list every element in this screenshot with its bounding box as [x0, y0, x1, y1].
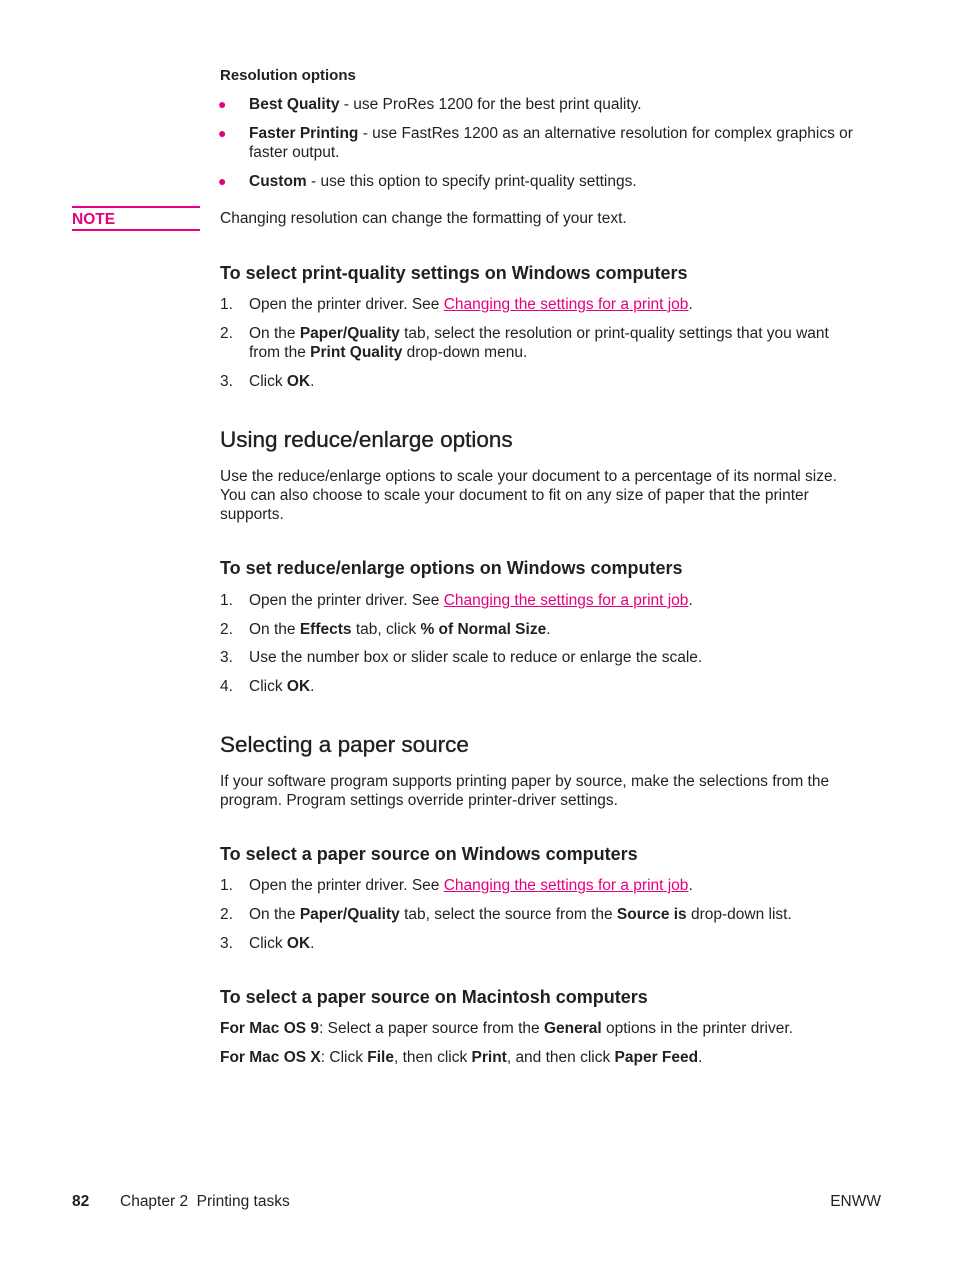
custom-text: - use this option to specify print-quality settings.: [306, 173, 637, 190]
best-quality-text: - use ProRes 1200 for the best print quality.: [339, 96, 642, 113]
section-heading: To select a paper source on Windows computers: [220, 844, 638, 864]
step-number: 3.: [220, 649, 233, 666]
step-number: 2.: [220, 906, 233, 923]
note-label: NOTE: [72, 211, 116, 228]
note-rule-bottom: [72, 229, 200, 231]
reduce-paragraph: Use the reduce/enlarge options to scale your document to a percentage of its normal size. You can also choose to scale your document to fit on any size of paper that the printer supports.: [220, 468, 837, 523]
step-number: 1.: [220, 877, 233, 894]
bullet-icon: ●: [218, 96, 227, 112]
step-number: 4.: [220, 678, 233, 695]
step-number: 3.: [220, 935, 233, 952]
bullet-icon: ●: [218, 173, 227, 189]
faster-printing-text-cont: faster output.: [249, 144, 340, 161]
section-heading: To set reduce/enlarge options on Windows computers: [220, 558, 683, 578]
step-text: Open the printer driver. See: [249, 296, 444, 313]
chapter-title: Chapter 2 Printing tasks: [120, 1193, 290, 1210]
step-number: 3.: [220, 373, 233, 390]
note-text: Changing resolution can change the formatting of your text.: [220, 210, 627, 227]
faster-printing-label: Faster Printing: [249, 125, 359, 142]
step-number: 1.: [220, 296, 233, 313]
faster-printing-text: - use FastRes 1200 as an alternative resolution for complex graphics or: [358, 125, 853, 142]
section-heading: To select print-quality settings on Windows computers: [220, 263, 688, 283]
custom-label: Custom: [249, 173, 307, 190]
source-paragraph: If your software program supports printing paper by source, make the selections from the program. Program settings override printer-driver settings.: [220, 773, 830, 809]
section-title: Using reduce/enlarge options: [220, 427, 513, 452]
mac-osx-paragraph: For Mac OS X: Click File, then click Print, and then click Paper Feed.: [220, 1049, 703, 1066]
print-job-settings-link[interactable]: Changing the settings for a print job: [443, 592, 689, 609]
print-job-settings-link[interactable]: Changing the settings for a print job: [443, 296, 689, 313]
bullet-icon: ●: [218, 125, 227, 141]
resolution-section: [220, 66, 880, 85]
step-number: 2.: [220, 621, 233, 638]
note-rule-top: [72, 206, 200, 208]
mac-os9-paragraph: For Mac OS 9: Select a paper source from the General options in the printer driver.: [220, 1020, 793, 1037]
section-heading: To select a paper source on Macintosh computers: [220, 987, 648, 1007]
best-quality-label: Best Quality: [249, 96, 340, 113]
print-job-settings-link[interactable]: Changing the settings for a print job: [443, 877, 689, 894]
section-title: Selecting a paper source: [220, 732, 469, 757]
step-number: 1.: [220, 592, 233, 609]
step-text: Use the number box or slider scale to reduce or enlarge the scale.: [249, 649, 703, 666]
footer-right: ENWW: [830, 1193, 881, 1210]
page-number: 82: [72, 1193, 90, 1210]
step-number: 2.: [220, 325, 233, 342]
resolution-heading: Resolution options: [220, 67, 356, 84]
